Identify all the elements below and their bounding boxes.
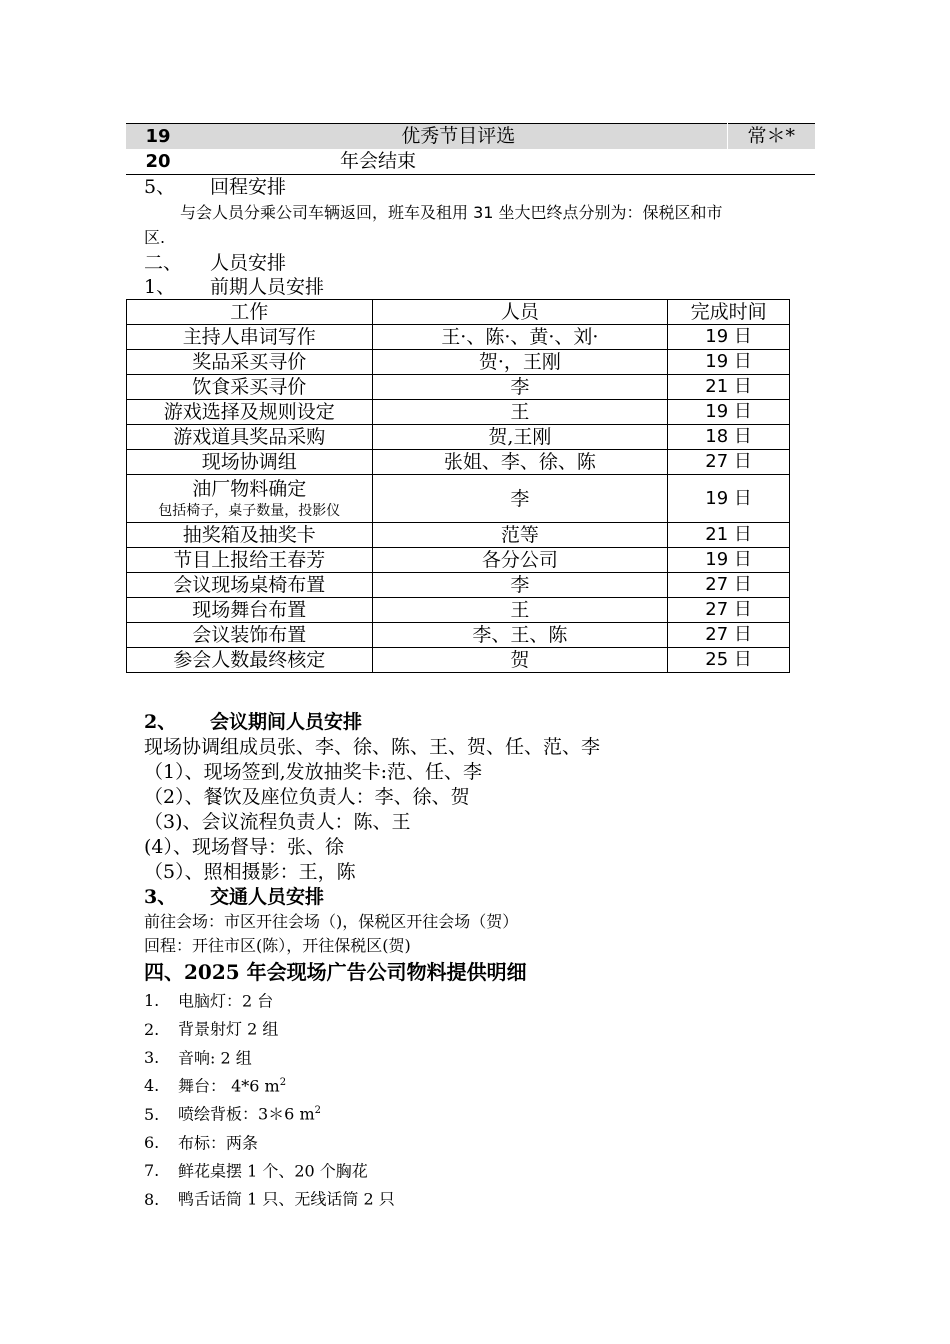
section-title: 会议期间人员安排 — [210, 711, 363, 733]
table-row — [127, 548, 790, 573]
staff-table — [126, 299, 790, 673]
section-2-heading — [144, 251, 286, 275]
people-cell: 李 — [372, 573, 668, 598]
people-cell: 李、王、陈 — [372, 623, 668, 648]
during-line: （5）、照相摄影：王，陈 — [144, 861, 356, 883]
header-people: 人员 — [372, 300, 668, 325]
day-cell: 19 日 — [668, 548, 790, 573]
day-cell: 27 日 — [668, 623, 790, 648]
schedule-row — [126, 124, 815, 150]
day-cell: 19 日 — [668, 350, 790, 375]
people-cell: 贺,王刚 — [372, 425, 668, 450]
section-num: 2、 — [144, 711, 177, 733]
people-cell: 贺·，王刚 — [372, 350, 668, 375]
during-line: 现场协调组成员张、李、徐、陈、王、贺、任、范、李 — [144, 736, 601, 758]
people-cell: 李 — [372, 475, 668, 523]
table-row — [127, 523, 790, 548]
table-row — [127, 573, 790, 598]
day-cell: 27 日 — [668, 573, 790, 598]
day-cell: 19 日 — [668, 400, 790, 425]
task-cell: 节目上报给王春芳 — [127, 548, 373, 573]
table-row — [127, 325, 790, 350]
table-row — [127, 400, 790, 425]
section-num: 二、 — [144, 252, 183, 274]
during-line: （3)、会议流程负责人：陈、王 — [144, 811, 411, 833]
task-note: 包括椅子，桌子数量，投影仪 — [158, 502, 341, 519]
table-row — [127, 623, 790, 648]
task-cell: 饮食采买寻价 — [127, 375, 373, 400]
task-cell: 现场舞台布置 — [127, 598, 373, 623]
people-cell: 张姐、李、徐、陈 — [372, 450, 668, 475]
section-5-body-line2: 区. — [144, 228, 166, 247]
during-line: （2）、餐饮及座位负责人：李、徐、贺 — [144, 786, 470, 808]
traffic-line: 回程：开往市区(陈），开往保税区(贺) — [144, 936, 411, 955]
table-row — [127, 648, 790, 673]
table-row — [127, 598, 790, 623]
schedule-host: 常＊* — [727, 124, 815, 150]
schedule-row — [126, 149, 815, 175]
list-item: 3. 音响: 2 组 — [144, 1047, 252, 1067]
table-row — [127, 475, 790, 523]
section-title: 人员安排 — [210, 252, 287, 274]
during-line: （1）、现场签到,发放抽奖卡:范、任、李 — [144, 761, 483, 783]
during-line: (4）、现场督导：张、徐 — [144, 836, 345, 858]
list-item: 1. 电脑灯：2 台 — [144, 991, 274, 1011]
task-cell: 游戏道具奖品采购 — [127, 425, 373, 450]
table-row — [127, 375, 790, 400]
task-cell: 奖品采买寻价 — [127, 350, 373, 375]
task-cell — [127, 475, 373, 523]
people-cell: 李 — [372, 375, 668, 400]
schedule-host — [727, 149, 815, 175]
section-5-heading — [144, 175, 286, 199]
table-row — [127, 450, 790, 475]
header-task: 工作 — [127, 300, 373, 325]
people-cell: 王·、陈·、黄·、刘· — [372, 325, 668, 350]
sub-3-heading — [144, 885, 324, 909]
section-num: 5、 — [144, 176, 176, 198]
table-row — [127, 425, 790, 450]
section-4-heading: 四、2025 年会现场广告公司物料提供明细 — [144, 960, 527, 984]
day-cell: 19 日 — [668, 325, 790, 350]
list-item: 5. 喷绘背板：3＊6 $m^2$ — [144, 1104, 321, 1124]
list-item: 2. 背景射灯 2 组 — [144, 1019, 279, 1039]
section-title: 回程安排 — [210, 176, 287, 198]
task-cell: 现场协调组 — [127, 450, 373, 475]
section-title: 交通人员安排 — [210, 886, 325, 908]
section-5-body-line1: 与会人员分乘公司车辆返回，班车及租用 31 坐大巴终点分别为：保税区和市 — [180, 203, 723, 222]
section-title: 前期人员安排 — [210, 276, 325, 298]
list-item: 4. 舞台： 4*6 $m^2$ — [144, 1076, 287, 1096]
table-row — [127, 350, 790, 375]
day-cell: 21 日 — [668, 523, 790, 548]
schedule-program: 年会结束 — [340, 150, 417, 172]
people-cell: 王 — [372, 400, 668, 425]
section-num: 3、 — [144, 886, 177, 908]
list-item: 7. 鲜花桌摆 1 个、20 个胸花 — [144, 1161, 368, 1181]
task-cell: 游戏选择及规则设定 — [127, 400, 373, 425]
people-cell: 王 — [372, 598, 668, 623]
day-cell: 21 日 — [668, 375, 790, 400]
task-cell: 会议装饰布置 — [127, 623, 373, 648]
schedule-num: 20 — [145, 151, 171, 172]
task-cell: 抽奖箱及抽奖卡 — [127, 523, 373, 548]
people-cell: 范等 — [372, 523, 668, 548]
traffic-line: 前往会场：市区开往会场（)，保税区开往会场（贺） — [144, 912, 519, 931]
day-cell: 27 日 — [668, 598, 790, 623]
day-cell: 19 日 — [668, 475, 790, 523]
list-item: 6. 布标：两条 — [144, 1132, 259, 1152]
task-text: 油厂物料确定 — [192, 477, 307, 500]
list-item: 8. 鸭舌话筒 1 只、无线话筒 2 只 — [144, 1189, 395, 1209]
staff-header-row — [127, 300, 790, 325]
task-cell: 主持人串词写作 — [127, 325, 373, 350]
section-num: 1、 — [144, 276, 176, 298]
day-cell: 18 日 — [668, 425, 790, 450]
task-cell: 参会人数最终核定 — [127, 648, 373, 673]
sub-2-heading — [144, 710, 362, 734]
people-cell: 贺 — [372, 648, 668, 673]
day-cell: 25 日 — [668, 648, 790, 673]
task-cell: 会议现场桌椅布置 — [127, 573, 373, 598]
materials-list — [144, 985, 395, 1212]
header-day: 完成时间 — [668, 300, 790, 325]
schedule-num: 19 — [126, 124, 190, 150]
day-cell: 27 日 — [668, 450, 790, 475]
schedule-table — [126, 123, 815, 175]
schedule-program: 优秀节目评选 — [190, 124, 727, 150]
people-cell: 各分公司 — [372, 548, 668, 573]
sub-1-heading — [144, 275, 324, 299]
